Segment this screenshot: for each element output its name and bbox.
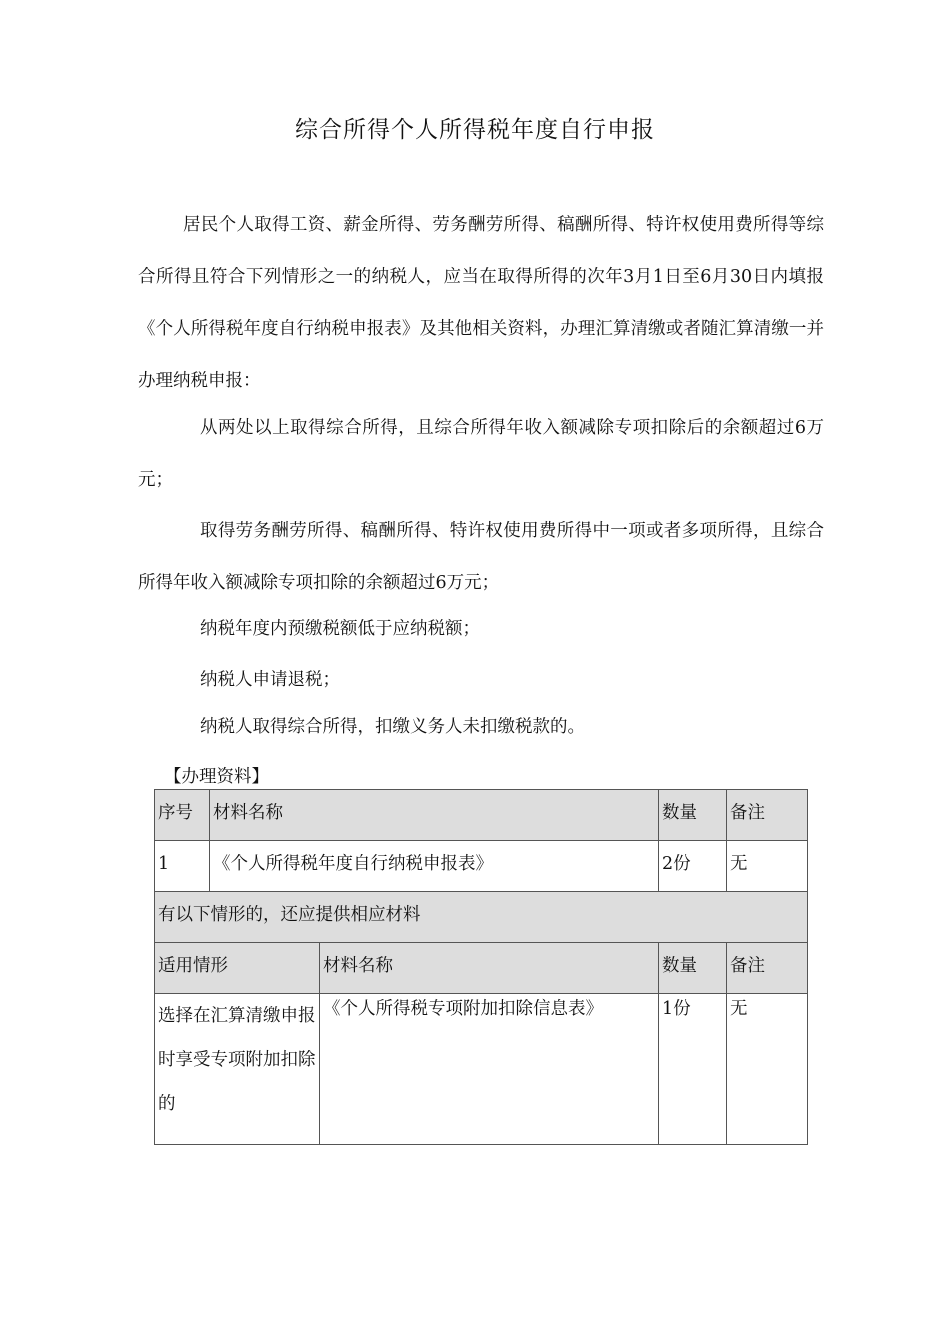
qty-text: 1份 (662, 999, 691, 1019)
document-title: 综合所得个人所得税年度自行申报 (295, 117, 655, 143)
cell-no: 1 (155, 841, 210, 892)
condition-item-3: 纳税年度内预缴税额低于应纳税额； (200, 619, 480, 639)
condition-item-2: 取得劳务酬劳所得、稿酬所得、特许权使用费所得中一项或者多项所得，且综合所得年收入额减除专项扣除的余额超过6万元； (138, 521, 824, 593)
table-row (155, 841, 808, 892)
table-header-row-2 (155, 943, 808, 994)
cell-qty: 2份 (659, 841, 727, 892)
remark-text: 无 (730, 999, 748, 1019)
condition-item-5: 纳税人取得综合所得，扣缴义务人未扣缴税款的。 (200, 717, 585, 737)
note-cell: 有以下情形的，还应提供相应材料 (155, 892, 808, 943)
materials-table (154, 789, 808, 1145)
header-cell-name: 材料名称 (210, 790, 659, 841)
header-cell-remark: 备注 (727, 790, 808, 841)
materials-section-label: 【办理资料】 (164, 767, 269, 787)
header2-cell-name: 材料名称 (320, 943, 659, 994)
cell-remark: 无 (727, 841, 808, 892)
cell-remark (727, 994, 808, 1145)
cell-qty (659, 994, 727, 1145)
table-row (155, 994, 808, 1145)
condition-text: 选择在汇算清缴申报时享受专项附加扣除的 (158, 1006, 316, 1114)
table-note-row (155, 892, 808, 943)
cell-condition (155, 994, 320, 1145)
header2-cell-remark: 备注 (727, 943, 808, 994)
header2-cell-condition: 适用情形 (155, 943, 320, 994)
intro-paragraph: 居民个人取得工资、薪金所得、劳务酬劳所得、稿酬所得、特许权使用费所得等综合所得且符合下列情形之一的纳税人，应当在取得所得的次年3月1日至6月30日内填报《个人所得税年度自行纳税申报表》及其他相关资料，办理汇算清缴或者随汇算清缴一并办理纳税申报： (138, 215, 824, 391)
cell-name: 《个人所得税年度自行纳税申报表》 (210, 841, 659, 892)
condition-item-1: 从两处以上取得综合所得，且综合所得年收入额减除专项扣除后的余额超过6万元； (138, 418, 824, 490)
header-cell-no: 序号 (155, 790, 210, 841)
material-name-text: 《个人所得税专项附加扣除信息表》 (323, 999, 603, 1019)
cell-name (320, 994, 659, 1145)
table-header-row (155, 790, 808, 841)
header-cell-qty: 数量 (659, 790, 727, 841)
header2-cell-qty: 数量 (659, 943, 727, 994)
condition-item-4: 纳税人申请退税； (200, 670, 340, 690)
